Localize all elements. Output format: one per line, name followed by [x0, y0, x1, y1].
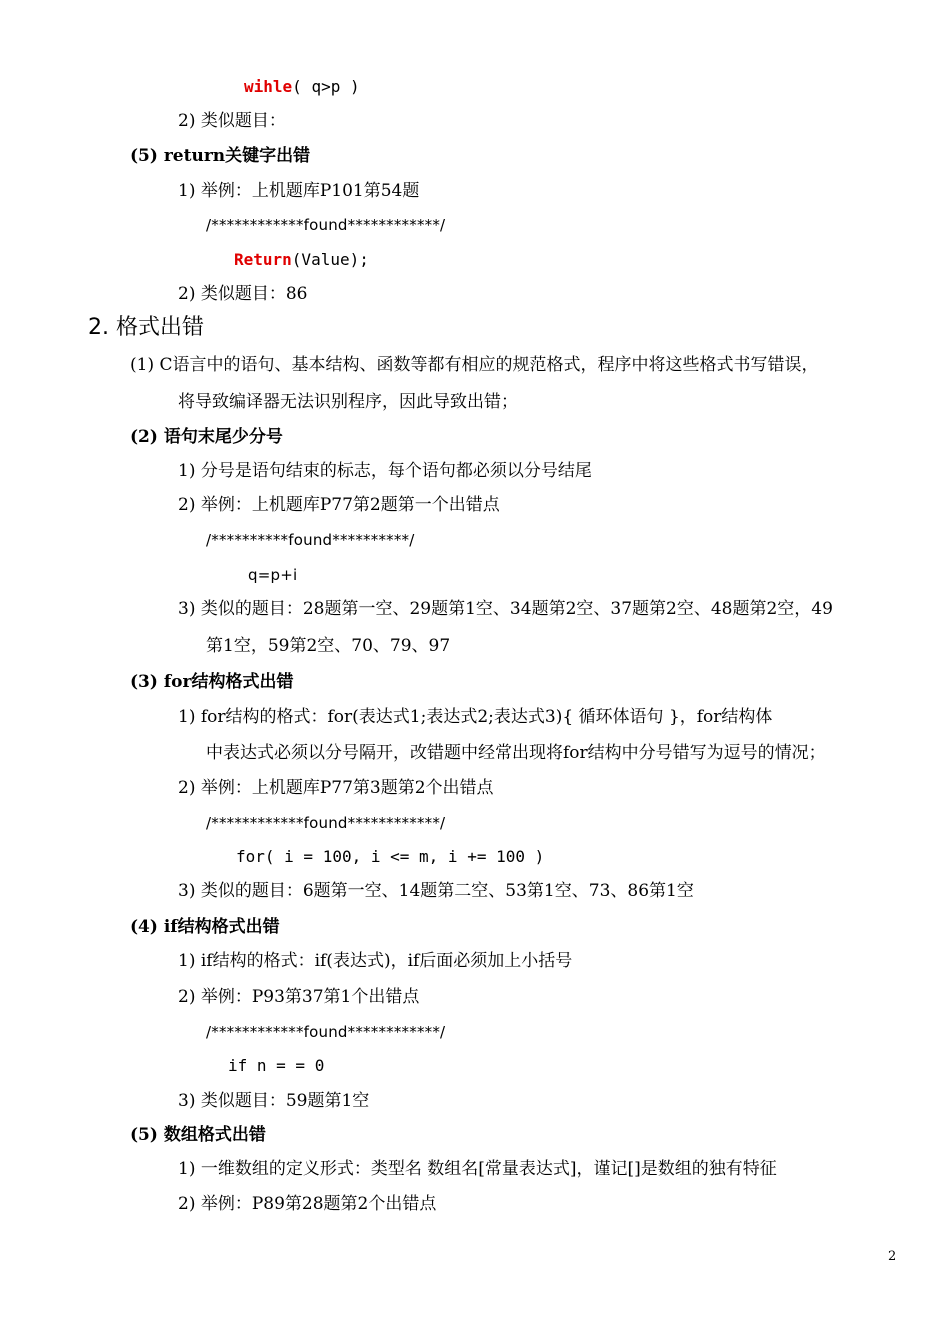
code-line: if n = = 0	[228, 1056, 325, 1075]
list-item: 1) 举例：上机题库P101第54题	[178, 181, 420, 201]
list-item: 3) 类似题目：59题第1空	[178, 1091, 370, 1111]
section-heading: (4) if结构格式出错	[130, 917, 280, 937]
chapter-heading: 2. 格式出错	[88, 315, 204, 340]
code-line-return	[234, 249, 369, 271]
list-item: 3) 类似的题目：6题第一空、14题第二空、53第1空、73、86第1空	[178, 881, 694, 901]
code-comment: /************found************/	[206, 814, 446, 832]
list-item: 1) 一维数组的定义形式：类型名 数组名[常量表达式]，谨记[]是数组的独有特征	[178, 1159, 777, 1179]
code-rest: (Value);	[291, 250, 369, 269]
code-line: for( i = 100, i <= m, i += 100 )	[236, 847, 545, 866]
list-item: 1) 分号是语句结束的标志，每个语句都必须以分号结尾	[178, 461, 592, 481]
code-comment: /**********found**********/	[206, 531, 415, 549]
list-item-continuation: 中表达式必须以分号隔开，改错题中经常出现将for结构中分号错写为逗号的情况；	[206, 743, 826, 763]
section-heading: (5) 数组格式出错	[130, 1125, 266, 1145]
code-comment: /************found************/	[206, 216, 446, 234]
list-item: 2) 类似题目：86	[178, 284, 308, 304]
list-item: 2) 举例：P93第37第1个出错点	[178, 987, 420, 1007]
code-keyword-error: wihle	[244, 77, 293, 96]
list-item: 3) 类似的题目：28题第一空、29题第1空、34题第2空、37题第2空、48题第2空，49	[178, 599, 833, 619]
page-number: 2	[888, 1249, 897, 1264]
code-rest: ( q>p )	[292, 77, 360, 96]
code-keyword-error: Return	[234, 250, 292, 269]
paragraph-continuation: 将导致编译器无法识别程序，因此导致出错；	[178, 392, 518, 412]
code-comment: /************found************/	[206, 1023, 446, 1041]
list-item: 1) if结构的格式：if(表达式)，if后面必须加上小括号	[178, 951, 573, 971]
list-item: 2) 举例：P89第28题第2个出错点	[178, 1194, 437, 1214]
section-heading: (3) for结构格式出错	[130, 672, 294, 692]
list-item-continuation: 第1空，59第2空、70、79、97	[206, 636, 451, 656]
list-item: 2) 举例：上机题库P77第3题第2个出错点	[178, 778, 494, 798]
list-item: 2) 类似题目：	[178, 111, 286, 131]
code-line: q=p+i	[248, 566, 298, 584]
list-item: 1) for结构的格式：for(表达式1;表达式2;表达式3){ 循环体语句 }，for结构体	[178, 707, 773, 727]
code-line-while	[244, 76, 360, 98]
section-heading: (2) 语句末尾少分号	[130, 427, 283, 447]
list-item: 2) 举例：上机题库P77第2题第一个出错点	[178, 495, 500, 515]
section-heading: (5) return关键字出错	[130, 146, 311, 166]
paragraph: (1) C语言中的语句、基本结构、函数等都有相应的规范格式，程序中将这些格式书写错误，	[130, 355, 819, 375]
